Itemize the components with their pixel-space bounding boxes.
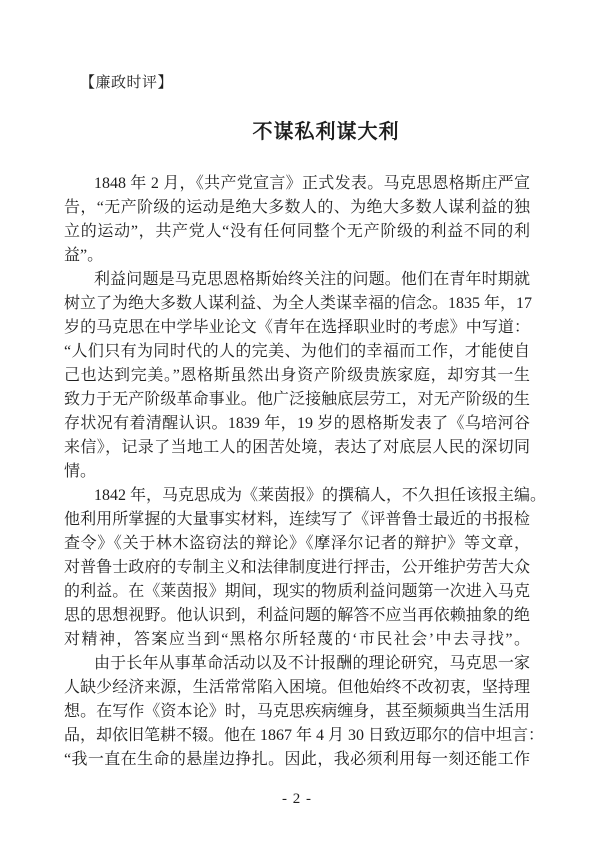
body-line: 他利用所掌握的大量事实材料，连续写了《评普鲁士最近的书报检: [64, 511, 530, 528]
body-line: 的利益。在《莱茵报》期间，现实的物质利益问题第一次进入马克: [64, 583, 530, 600]
body-line: 思的思想视野。他认识到，利益问题的解答不应当再依赖抽象的绝: [64, 607, 530, 624]
body-line: “人们只有为同时代的人的完美、为他们的幸福而工作，才能使自: [64, 343, 530, 360]
body-line: 立的运动”，共产党人“没有任何同整个无产阶级的利益不同的利: [64, 223, 530, 240]
body-line: 存状况有着清醒认识。1839 年，19 岁的恩格斯发表了《乌培河谷: [64, 415, 530, 432]
body-line: 对精神，答案应当到“黑格尔所轻蔑的‘市民社会’中去寻找”。: [64, 631, 530, 648]
body-line: 来信》，记录了当地工人的困苦处境，表达了对底层人民的深切同: [64, 439, 530, 456]
body-line: 1848 年 2 月，《共产党宣言》正式发表。马克思恩格斯庄严宣: [94, 175, 530, 192]
body-line: 树立了为绝大多数人谋利益、为全人类谋幸福的信念。1835 年，17: [64, 295, 533, 312]
section-header: 【廉政时评】: [80, 75, 174, 91]
article-body: [64, 172, 547, 772]
body-line: 己也达到完美。”恩格斯虽然出身资产阶级贵族家庭，却穷其一生: [64, 367, 530, 384]
body-line: 情。: [64, 463, 97, 480]
body-line: 岁的马克思在中学毕业论文《青年在选择职业时的考虑》中写道：: [64, 319, 530, 336]
body-line: 致力于无产阶级革命事业。他广泛接触底层劳工，对无产阶级的生: [64, 391, 530, 408]
body-line: 想。在写作《资本论》时，马克思疾病缠身，甚至频频典当生活用: [64, 703, 530, 720]
article-title: 不谋私利谋大利: [252, 121, 400, 143]
body-line: 对普鲁士政府的专制主义和法律制度进行抨击，公开维护劳苦大众: [64, 559, 530, 576]
body-line: 品，却依旧笔耕不辍。他在 1867 年 4 月 30 日致迈耶尔的信中坦言：: [64, 727, 545, 744]
body-line: 查令》《关于林木盗窃法的辩论》《摩泽尔记者的辩护》等文章，: [64, 535, 530, 552]
body-line: 由于长年从事革命活动以及不计报酬的理论研究，马克思一家: [94, 655, 530, 672]
body-line: “我一直在生命的悬崖边挣扎。因此，我必须利用每一刻还能工作: [64, 751, 530, 768]
body-line: 告，“无产阶级的运动是绝大多数人的、为绝大多数人谋利益的独: [64, 199, 530, 216]
body-line: 1842 年，马克思成为《莱茵报》的撰稿人，不久担任该报主编。: [94, 487, 547, 504]
body-line: 人缺少经济来源，生活常常陷入困境。但他始终不改初衷，坚持理: [64, 679, 530, 696]
page-number: - 2 -: [282, 791, 312, 807]
body-line: 益”。: [64, 247, 104, 264]
body-line: 利益问题是马克思恩格斯始终关注的问题。他们在青年时期就: [94, 271, 530, 288]
